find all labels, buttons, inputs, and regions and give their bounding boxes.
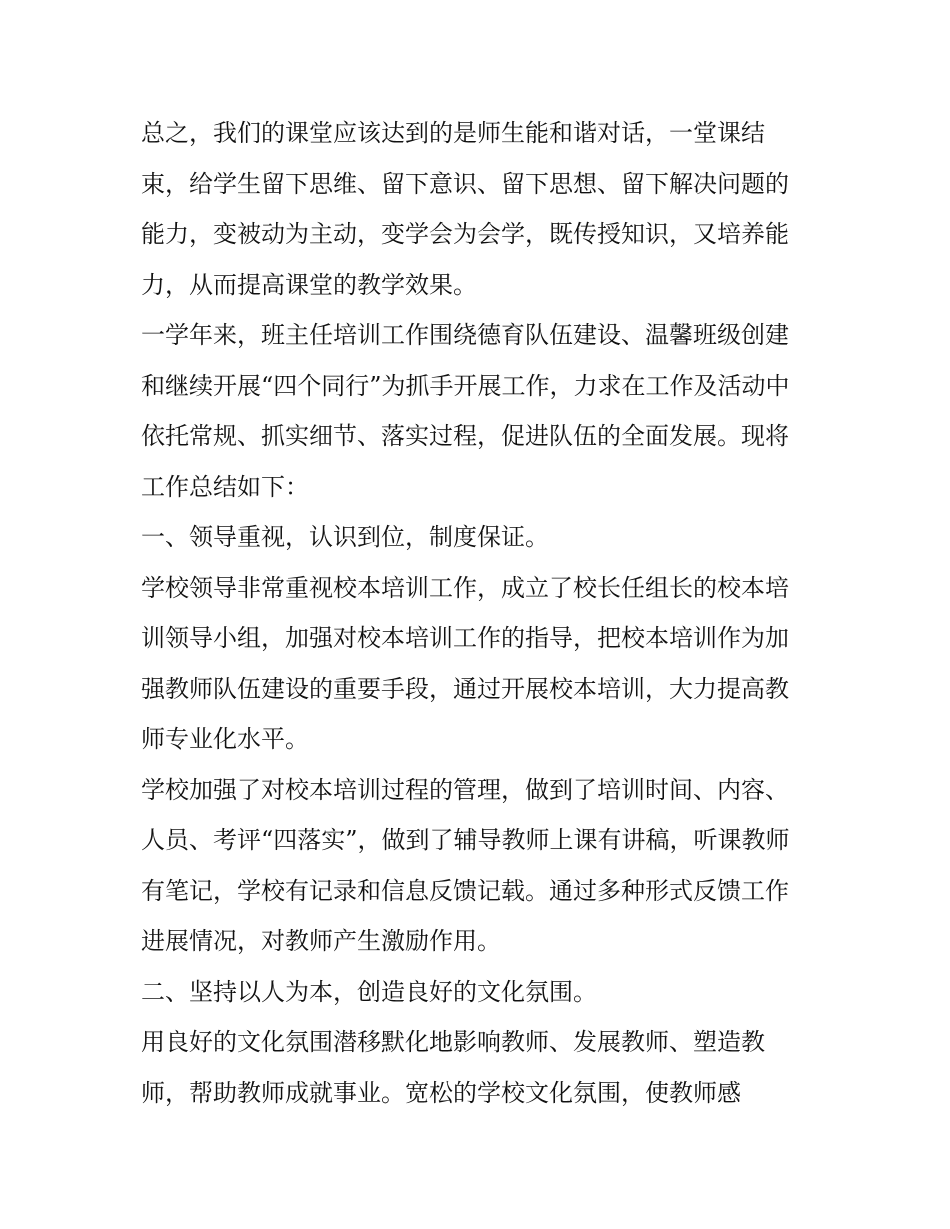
text-line: 进展情况，对教师产生激励作用。 bbox=[141, 927, 501, 955]
text-line: 学校领导非常重视校本培训工作，成立了校长任组长的校本培 bbox=[141, 573, 789, 602]
text-line: 依托常规、抓实细节、落实过程，促进队伍的全面发展。现将 bbox=[141, 422, 789, 450]
text-line: 束，给学生留下思维、留下意识、留下思想、留下解决问题的 bbox=[141, 169, 789, 198]
section-heading-1 bbox=[141, 512, 813, 563]
text-line: 师，帮助教师成就事业。宽松的学校文化氛围，使教师感 bbox=[141, 1078, 741, 1107]
text-line: 和继续开展“四个同行”为抓手开展工作，力求在工作及活动中 bbox=[141, 371, 790, 400]
paragraph-conclusion bbox=[141, 108, 813, 310]
text-line: 用良好的文化氛围潜移默化地影响教师、发展教师、塑造教 bbox=[141, 1028, 765, 1056]
paragraph-intro bbox=[141, 310, 813, 512]
text-line: 师专业化水平。 bbox=[141, 725, 309, 753]
text-line: 能力，变被动为主动，变学会为会学，既传授知识，又培养能 bbox=[141, 220, 789, 248]
text-line: 力，从而提高课堂的教学效果。 bbox=[141, 270, 477, 299]
text-line: 人员、考评“四落实”，做到了辅导教师上课有讲稿，听课教师 bbox=[141, 826, 790, 854]
document-body bbox=[141, 108, 813, 1118]
text-line: 工作总结如下： bbox=[141, 472, 309, 501]
paragraph-leadership bbox=[141, 563, 813, 765]
text-line: 学校加强了对校本培训过程的管理，做到了培训时间、内容、 bbox=[141, 775, 789, 804]
text-line: 总之，我们的课堂应该达到的是师生能和谐对话，一堂课结 bbox=[141, 119, 765, 147]
section-heading-2 bbox=[141, 967, 813, 1018]
text-line: 二、坚持以人为本，创造良好的文化氛围。 bbox=[141, 977, 597, 1006]
paragraph-management bbox=[141, 765, 813, 967]
text-line: 训领导小组，加强对校本培训工作的指导，把校本培训作为加 bbox=[141, 624, 789, 652]
paragraph-culture bbox=[141, 1017, 813, 1118]
text-line: 一学年来，班主任培训工作围绕德育队伍建设、温馨班级创建 bbox=[141, 321, 789, 349]
text-line: 强教师队伍建设的重要手段，通过开展校本培训，大力提高教 bbox=[141, 674, 789, 703]
text-line: 有笔记，学校有记录和信息反馈记载。通过多种形式反馈工作 bbox=[141, 876, 789, 905]
text-line: 一、领导重视，认识到位，制度保证。 bbox=[141, 523, 549, 551]
